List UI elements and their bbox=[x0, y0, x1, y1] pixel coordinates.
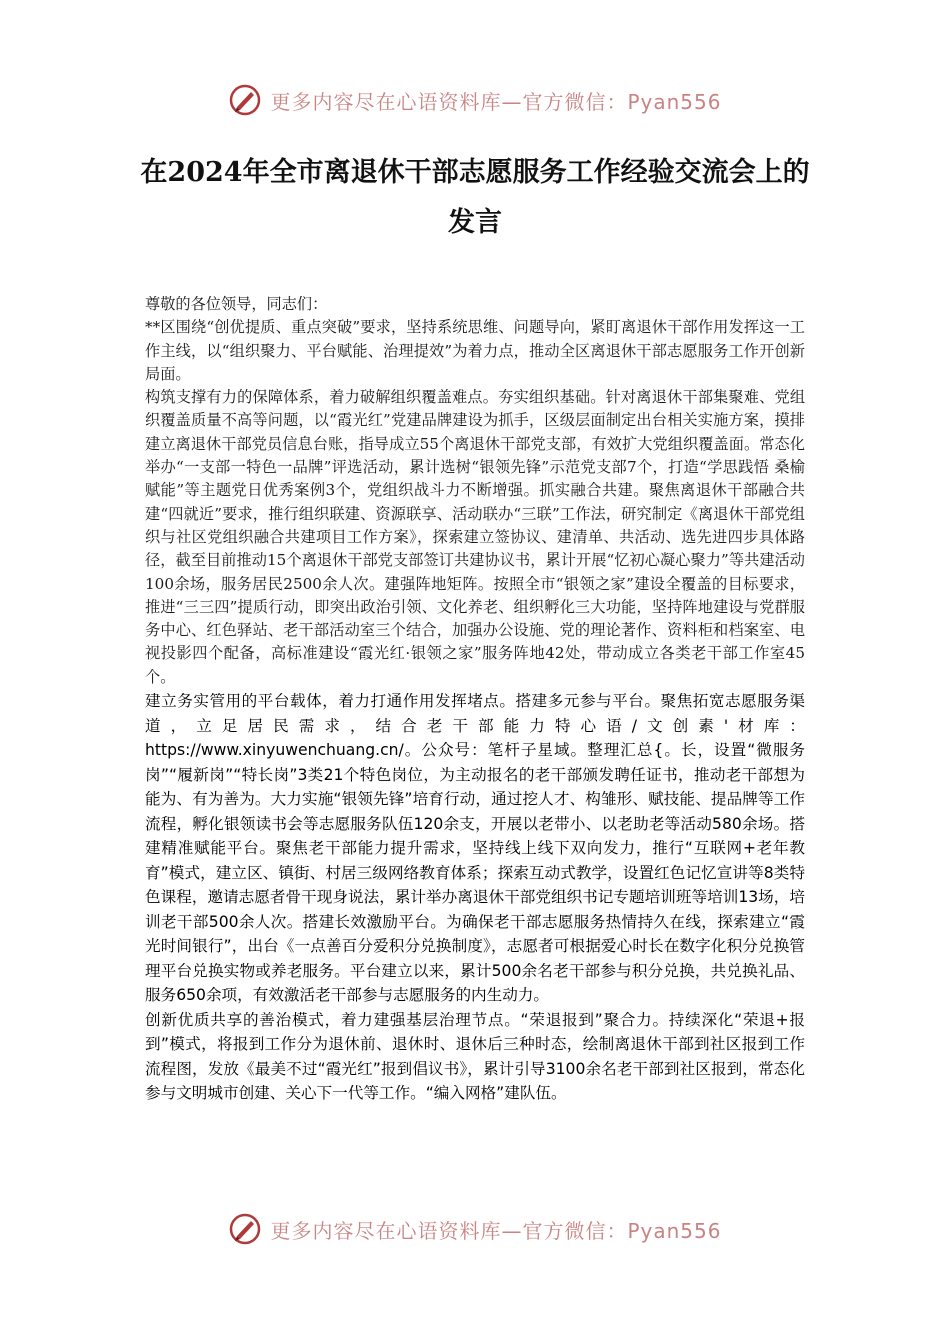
section-serif bbox=[145, 293, 805, 689]
paragraph-platform: 建立务实管用的平台载体，着力打通作用发挥堵点。搭建多元参与平台。聚焦拓宽志愿服务渠道，立足居民需求，结合老干部能力特心语/文创素'材库：https://www.xinyuwenchuang.cn/。公众号：笔杆子星域。整理汇总{。长，设置“微服务岗”“履新岗”“特长岗”3类21个特色岗位，为主动报名的老干部颁发聘任证书，推动老干部想为能为、有为善为。大力实施“银领先锋”培育行动，通过挖人才、构雏形、赋技能、提品牌等工作流程，孵化银领读书会等志愿服务队伍120余支，开展以老带小、以老助老等活动580余场。搭建精准赋能平台。聚焦老干部能力提升需求，坚持线上线下双向发力，推行“互联网+老年教育”模式，建立区、镇街、村居三级网络教育体系；探索互动式教学，设置红色记忆宣讲等8类特色课程，邀请志愿者骨干现身说法，累计举办离退休干部党组织书记专题培训班等培训13场，培训老干部500余人次。搭建长效激励平台。为确保老干部志愿服务热情持久在线，探索建立“霞光时间银行”，出台《一点善百分爱积分兑换制度》，志愿者可根据爱心时长在数字化积分兑换管理平台兑换实物或养老服务。平台建立以来，累计500余名老干部参与积分兑换，共兑换礼品、服务650余项，有效激活老干部参与志愿服务的内生动力。 bbox=[145, 692, 805, 1005]
footer-banner bbox=[0, 1209, 950, 1249]
paragraph-intro: **区围绕“创优提质、重点突破”要求，坚持系统思维、问题导向，紧盯离退休干部作用发挥这一工作主线，以“组织聚力、平台赋能、治理提效”为着力点，推动全区离退休干部志愿服务工作开创新局面。 bbox=[145, 318, 805, 383]
pen-logo-icon bbox=[228, 83, 262, 117]
header-banner bbox=[0, 80, 950, 120]
salutation: 尊敬的各位领导，同志们： bbox=[145, 295, 328, 313]
paragraph-organization: 构筑支撑有力的保障体系，着力破解组织覆盖难点。夯实组织基础。针对离退休干部集聚难、党组织覆盖质量不高等问题，以“霞光红”党建品牌建设为抓手，区级层面制定出台相关实施方案，摸排建立离退休干部党员信息台账，指导成立55个离退休干部党支部，有效扩大党组织覆盖面。常态化举办“一支部一特色一品牌”评选活动，累计选树“银领先锋”示范党支部7个，打造“学思践悟 桑榆赋能”等主题党日优秀案例3个，党组织战斗力不断增强。抓实融合共建。聚焦离退休干部融合共建“四就近”要求，推行组织联建、资源联享、活动联办“三联”工作法，研究制定《离退休干部党组织与社区党组织融合共建项目工作方案》，探索建立签协议、建清单、共活动、选先进四步具体路径，截至目前推动15个离退休干部党支部签订共建协议书，累计开展“忆初心凝心聚力”等共建活动100余场，服务居民2500余人次。建强阵地矩阵。按照全市“银领之家”建设全覆盖的目标要求，推进“三三四”提质行动，即突出政治引领、文化养老、组织孵化三大功能，坚持阵地建设与党群服务中心、红色驿站、老干部活动室三个结合，加强办公设施、党的理论著作、资料柜和档案室、电视投影四个配备，高标准建设“霞光红·银领之家”服务阵地42处，带动成立各类老干部工作室45个。 bbox=[145, 388, 805, 686]
pen-logo-icon bbox=[228, 1212, 262, 1246]
section-sans bbox=[145, 689, 805, 1106]
document-body bbox=[145, 293, 805, 1106]
paragraph-governance: 创新优质共享的善治模式，着力建强基层治理节点。“荣退报到”聚合力。持续深化“荣退+报到”模式，将报到工作分为退休前、退休时、退休后三种时态，绘制离退休干部到社区报到工作流程图，发放《最美不过“霞光红”报到倡议书》，累计引导3100余名老干部到社区报到，常态化参与文明城市创建、关心下一代等工作。“编入网格”建队伍。 bbox=[145, 1010, 805, 1103]
banner-text: 更多内容尽在心语资料库—官方微信：Pyan556 bbox=[270, 1218, 722, 1243]
banner-text: 更多内容尽在心语资料库—官方微信：Pyan556 bbox=[270, 89, 722, 114]
document-title: 在2024年全市离退休干部志愿服务工作经验交流会上的发言 bbox=[140, 157, 810, 238]
